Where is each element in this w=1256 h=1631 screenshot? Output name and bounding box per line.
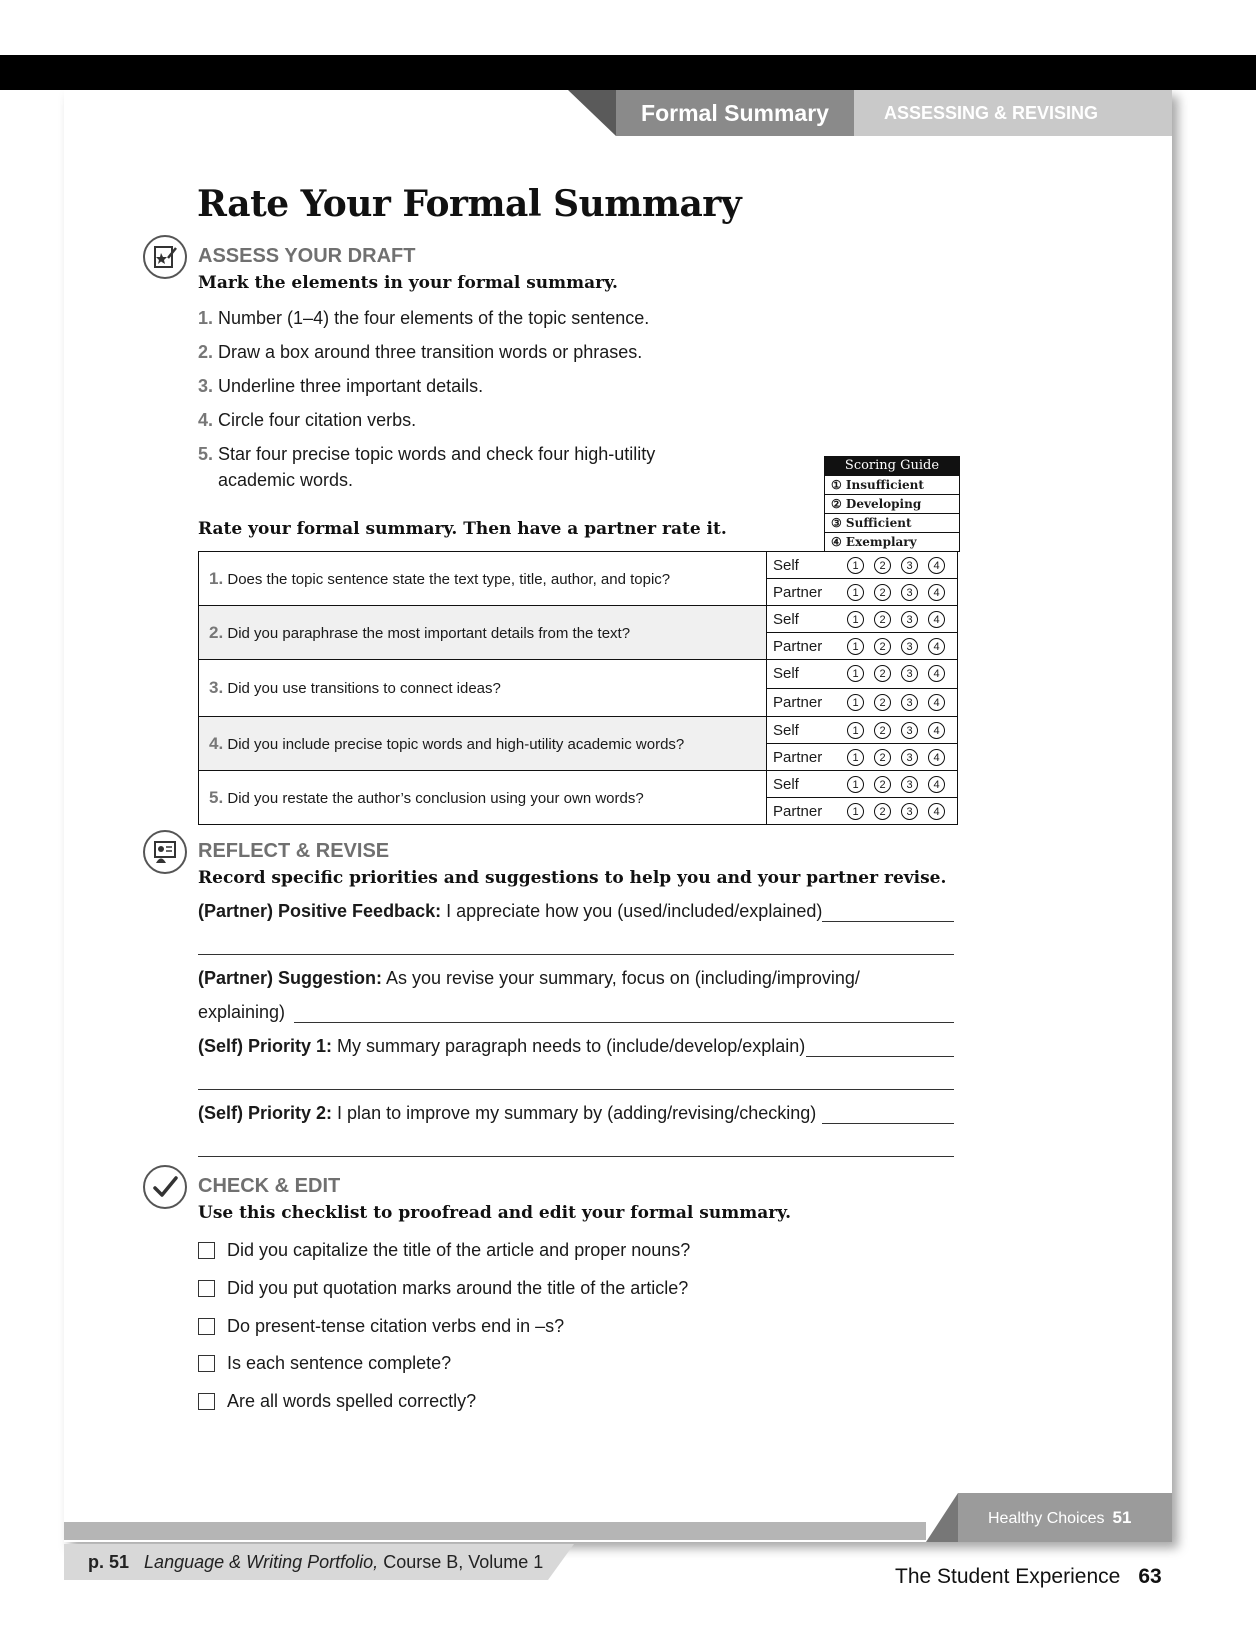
partner-rating[interactable]: Partner 1 2 3 4 (767, 579, 958, 606)
checklist-item[interactable]: Did you capitalize the title of the article and proper nouns? (198, 1240, 690, 1261)
table-row (199, 660, 958, 689)
checkbox[interactable] (198, 1355, 215, 1372)
table-row (199, 552, 958, 579)
answer-line[interactable] (294, 1022, 954, 1023)
table-row (199, 717, 958, 744)
table-row (199, 606, 958, 633)
footer-wedge (926, 1493, 958, 1542)
answer-line[interactable] (822, 921, 954, 922)
reflect-revise-icon (143, 830, 187, 874)
list-item: 2. Draw a box around three transition words or phrases. (198, 342, 643, 362)
question-cell: 3. Did you use transitions to connect ideas? (199, 660, 767, 717)
self-rating[interactable]: Self 1 2 3 4 (767, 771, 958, 798)
suggestion-prompt: (Partner) Suggestion: As you revise your summary, focus on (including/improving/ (198, 968, 860, 988)
positive-feedback-prompt: (Partner) Positive Feedback: I appreciate how you (used/included/explained) (198, 901, 823, 921)
checklist-item[interactable]: Is each sentence complete? (198, 1353, 451, 1374)
partner-rating[interactable]: Partner 1 2 3 4 (767, 798, 958, 825)
self-rating[interactable]: Self 1 2 3 4 (767, 660, 958, 689)
table-row (199, 771, 958, 798)
page-title: Rate Your Formal Summary (197, 183, 742, 225)
partner-rating[interactable]: Partner 1 2 3 4 (767, 744, 958, 771)
priority-2-prompt: (Self) Priority 2: I plan to improve my summary by (adding/revising/checking) (198, 1103, 817, 1123)
assess-draft-icon (143, 235, 187, 279)
list-item: 3. Underline three important details. (198, 376, 484, 396)
partner-rating[interactable]: Partner 1 2 3 4 (767, 633, 958, 660)
reflect-heading: REFLECT & REVISE (198, 840, 390, 862)
self-rating[interactable]: Self 1 2 3 4 (767, 606, 958, 633)
suggestion-prompt-cont: explaining) (198, 1002, 286, 1022)
check-instruction: Use this checklist to proofread and edit your formal summary. (198, 1203, 792, 1223)
scoring-guide-title: Scoring Guide (825, 457, 959, 475)
portfolio-reference: p. 51 Language & Writing Portfolio, Course B, Volume 1 (64, 1544, 548, 1580)
rating-table (198, 551, 958, 825)
book-page-footer: The Student Experience 63 (895, 1565, 1162, 1588)
header-tab-section: ASSESSING & REVISING (854, 90, 1172, 136)
scoring-guide (824, 456, 960, 552)
assess-instruction: Mark the elements in your formal summary. (198, 273, 618, 293)
question-cell: 4. Did you include precise topic words and high-utility academic words? (199, 717, 767, 771)
checkbox[interactable] (198, 1280, 215, 1297)
header-tab-title: Formal Summary (616, 90, 854, 136)
checkbox[interactable] (198, 1242, 215, 1259)
partner-rating[interactable]: Partner 1 2 3 4 (767, 688, 958, 717)
scoring-level: ④ Exemplary (825, 532, 959, 551)
checklist-item[interactable]: Are all words spelled correctly? (198, 1391, 476, 1412)
reflect-instruction: Record specific priorities and suggestions to help you and your partner revise. (198, 868, 947, 888)
self-rating[interactable]: Self 1 2 3 4 (767, 717, 958, 744)
question-cell: 1. Does the topic sentence state the text type, title, author, and topic? (199, 552, 767, 606)
checkbox[interactable] (198, 1393, 215, 1410)
list-item: 4. Circle four citation verbs. (198, 410, 417, 430)
assess-heading: ASSESS YOUR DRAFT (198, 245, 416, 267)
portfolio-tab-wedge (548, 1544, 574, 1580)
header-wedge (568, 90, 616, 136)
self-rating[interactable]: Self 1 2 3 4 (767, 552, 958, 579)
list-item: 5. Star four precise topic words and check four high-utility academic words. (198, 444, 656, 490)
scoring-level: ① Insufficient (825, 475, 959, 494)
question-cell: 2. Did you paraphrase the most important details from the text? (199, 606, 767, 660)
footer-unit: Healthy Choices 51 (958, 1493, 1172, 1542)
checklist-item[interactable]: Do present-tense citation verbs end in –s? (198, 1316, 564, 1337)
answer-line[interactable] (198, 954, 954, 955)
answer-line[interactable] (806, 1056, 954, 1057)
checkmark-icon (143, 1165, 187, 1209)
footer-bar (64, 1522, 926, 1540)
priority-1-prompt: (Self) Priority 1: My summary paragraph needs to (include/develop/explain) (198, 1036, 806, 1056)
top-black-bar (0, 55, 1256, 90)
answer-line[interactable] (198, 1156, 954, 1157)
check-heading: CHECK & EDIT (198, 1175, 341, 1197)
scoring-level: ② Developing (825, 494, 959, 513)
question-cell: 5. Did you restate the author’s conclusion using your own words? (199, 771, 767, 825)
rate-instruction: Rate your formal summary. Then have a partner rate it. (198, 519, 727, 539)
answer-line[interactable] (822, 1123, 954, 1124)
list-item: 1. Number (1–4) the four elements of the topic sentence. (198, 308, 650, 328)
scoring-level: ③ Sufficient (825, 513, 959, 532)
checkbox[interactable] (198, 1318, 215, 1335)
checklist-item[interactable]: Did you put quotation marks around the title of the article? (198, 1278, 688, 1299)
answer-line[interactable] (198, 1089, 954, 1090)
